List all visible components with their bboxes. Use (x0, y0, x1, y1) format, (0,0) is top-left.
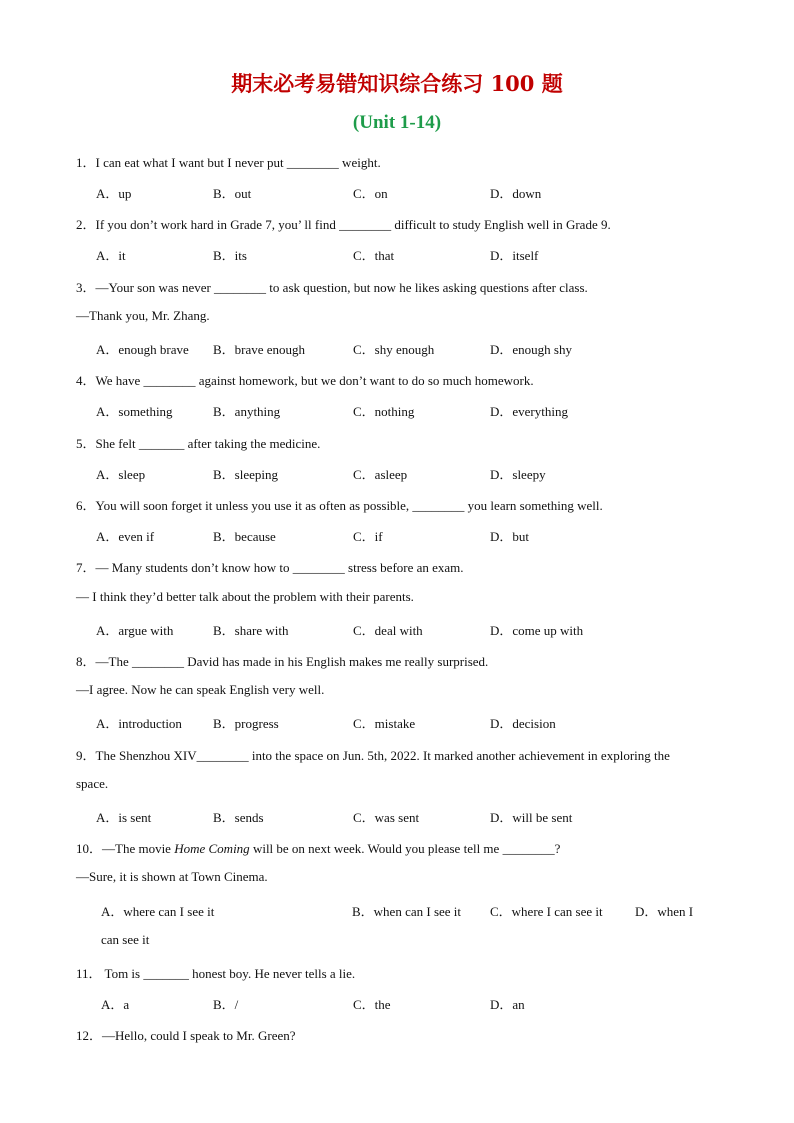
question-10-option-b: B．when can I see it (352, 904, 462, 919)
question-4-stem: 4．We have ________ against homework, but we don’t want to do so much homework. (76, 373, 534, 388)
page-subtitle: (Unit 1-14) (352, 112, 442, 133)
question-4-option-d: D．everything (490, 404, 568, 419)
question-10-option-d-continued: can see it (101, 932, 150, 947)
question-10-option-c: C．where I can see it (490, 904, 603, 919)
question-10-stem-end: will be on next week. Would you please tell me ________? (249, 841, 561, 856)
question-3-option-b: B．brave enough (213, 342, 306, 357)
question-3-option-d: D．enough shy (490, 342, 572, 357)
question-6-stem: 6．You will soon forget it unless you use it as often as possible, ________ you learn something well. (76, 498, 603, 513)
question-7-option-d: D．come up with (490, 623, 584, 638)
question-8-option-b: B．progress (213, 716, 279, 731)
question-8-option-c: C．mistake (353, 716, 416, 731)
question-7-stem: 7．— Many students don’t know how to ________ stress before an exam. (76, 560, 464, 575)
question-11-option-b: B．/ (213, 997, 239, 1012)
question-8-option-d: D．decision (490, 716, 556, 731)
question-8-option-a: A．introduction (96, 716, 182, 731)
question-11-option-d: D．an (490, 997, 525, 1012)
question-11-option-c: C．the (353, 997, 391, 1012)
question-2-option-c: C．that (353, 248, 395, 263)
question-4-option-a: A．something (96, 404, 173, 419)
movie-title: Home Coming (174, 841, 250, 856)
question-8-stem: 8．—The ________ David has made in his English makes me really surprised. (76, 654, 489, 669)
question-1-option-a: A．up (96, 186, 132, 201)
question-8-response: —I agree. Now he can speak English very well. (76, 682, 325, 697)
question-4-option-b: B．anything (213, 404, 281, 419)
question-11-stem: 11． Tom is _______ honest boy. He never tells a lie. (76, 966, 356, 981)
question-7-option-c: C．deal with (353, 623, 423, 638)
question-7-option-b: B．share with (213, 623, 289, 638)
question-3-option-a: A．enough brave (96, 342, 189, 357)
question-1-option-d: D．down (490, 186, 542, 201)
question-5-option-c: C．asleep (353, 467, 408, 482)
question-6-option-c: C．if (353, 529, 383, 544)
question-9-stem-continued: space. (76, 776, 109, 791)
question-10-response: —Sure, it is shown at Town Cinema. (76, 869, 268, 884)
question-9-option-a: A．is sent (96, 810, 152, 825)
question-10-option-a: A．where can I see it (101, 904, 215, 919)
question-9-stem: 9．The Shenzhou XIV________ into the space on Jun. 5th, 2022. It marked another achievement in exploring the (76, 748, 670, 763)
question-9-option-c: C．was sent (353, 810, 420, 825)
question-10-option-d: D．when I (635, 904, 694, 919)
question-9-option-b: B．sends (213, 810, 264, 825)
question-1-option-b: B．out (213, 186, 252, 201)
question-5-option-d: D．sleepy (490, 467, 546, 482)
question-2-option-b: B．its (213, 248, 247, 263)
question-5-stem: 5．She felt _______ after taking the medicine. (76, 436, 321, 451)
question-2-option-d: D．itself (490, 248, 539, 263)
question-1-option-c: C．on (353, 186, 388, 201)
question-6-option-d: D．but (490, 529, 530, 544)
question-7-response: — I think they’d better talk about the problem with their parents. (76, 589, 414, 604)
question-11-option-a: A．a (101, 997, 130, 1012)
question-6-option-b: B．because (213, 529, 276, 544)
question-5-option-b: B．sleeping (213, 467, 278, 482)
question-12-stem: 12．—Hello, could I speak to Mr. Green? (76, 1028, 296, 1043)
question-5-option-a: A．sleep (96, 467, 146, 482)
question-2-stem: 2．If you don’t work hard in Grade 7, you’ ll find ________ difficult to study English well in Grade 9. (76, 217, 611, 232)
question-9-option-d: D．will be sent (490, 810, 573, 825)
question-7-option-a: A．argue with (96, 623, 174, 638)
question-3-option-c: C．shy enough (353, 342, 435, 357)
question-10-stem-start: 10．—The movie (76, 841, 175, 856)
question-3-response: —Thank you, Mr. Zhang. (76, 308, 210, 323)
question-6-option-a: A．even if (96, 529, 155, 544)
question-3-stem: 3．—Your son was never ________ to ask question, but now he likes asking questions after class. (76, 280, 588, 295)
question-4-option-c: C．nothing (353, 404, 415, 419)
page-title: 期末必考易错知识综合练习 100 题 (231, 71, 563, 96)
question-1-stem: 1．I can eat what I want but I never put ________ weight. (76, 155, 381, 170)
question-10-stem (76, 838, 560, 857)
question-2-option-a: A．it (96, 248, 126, 263)
